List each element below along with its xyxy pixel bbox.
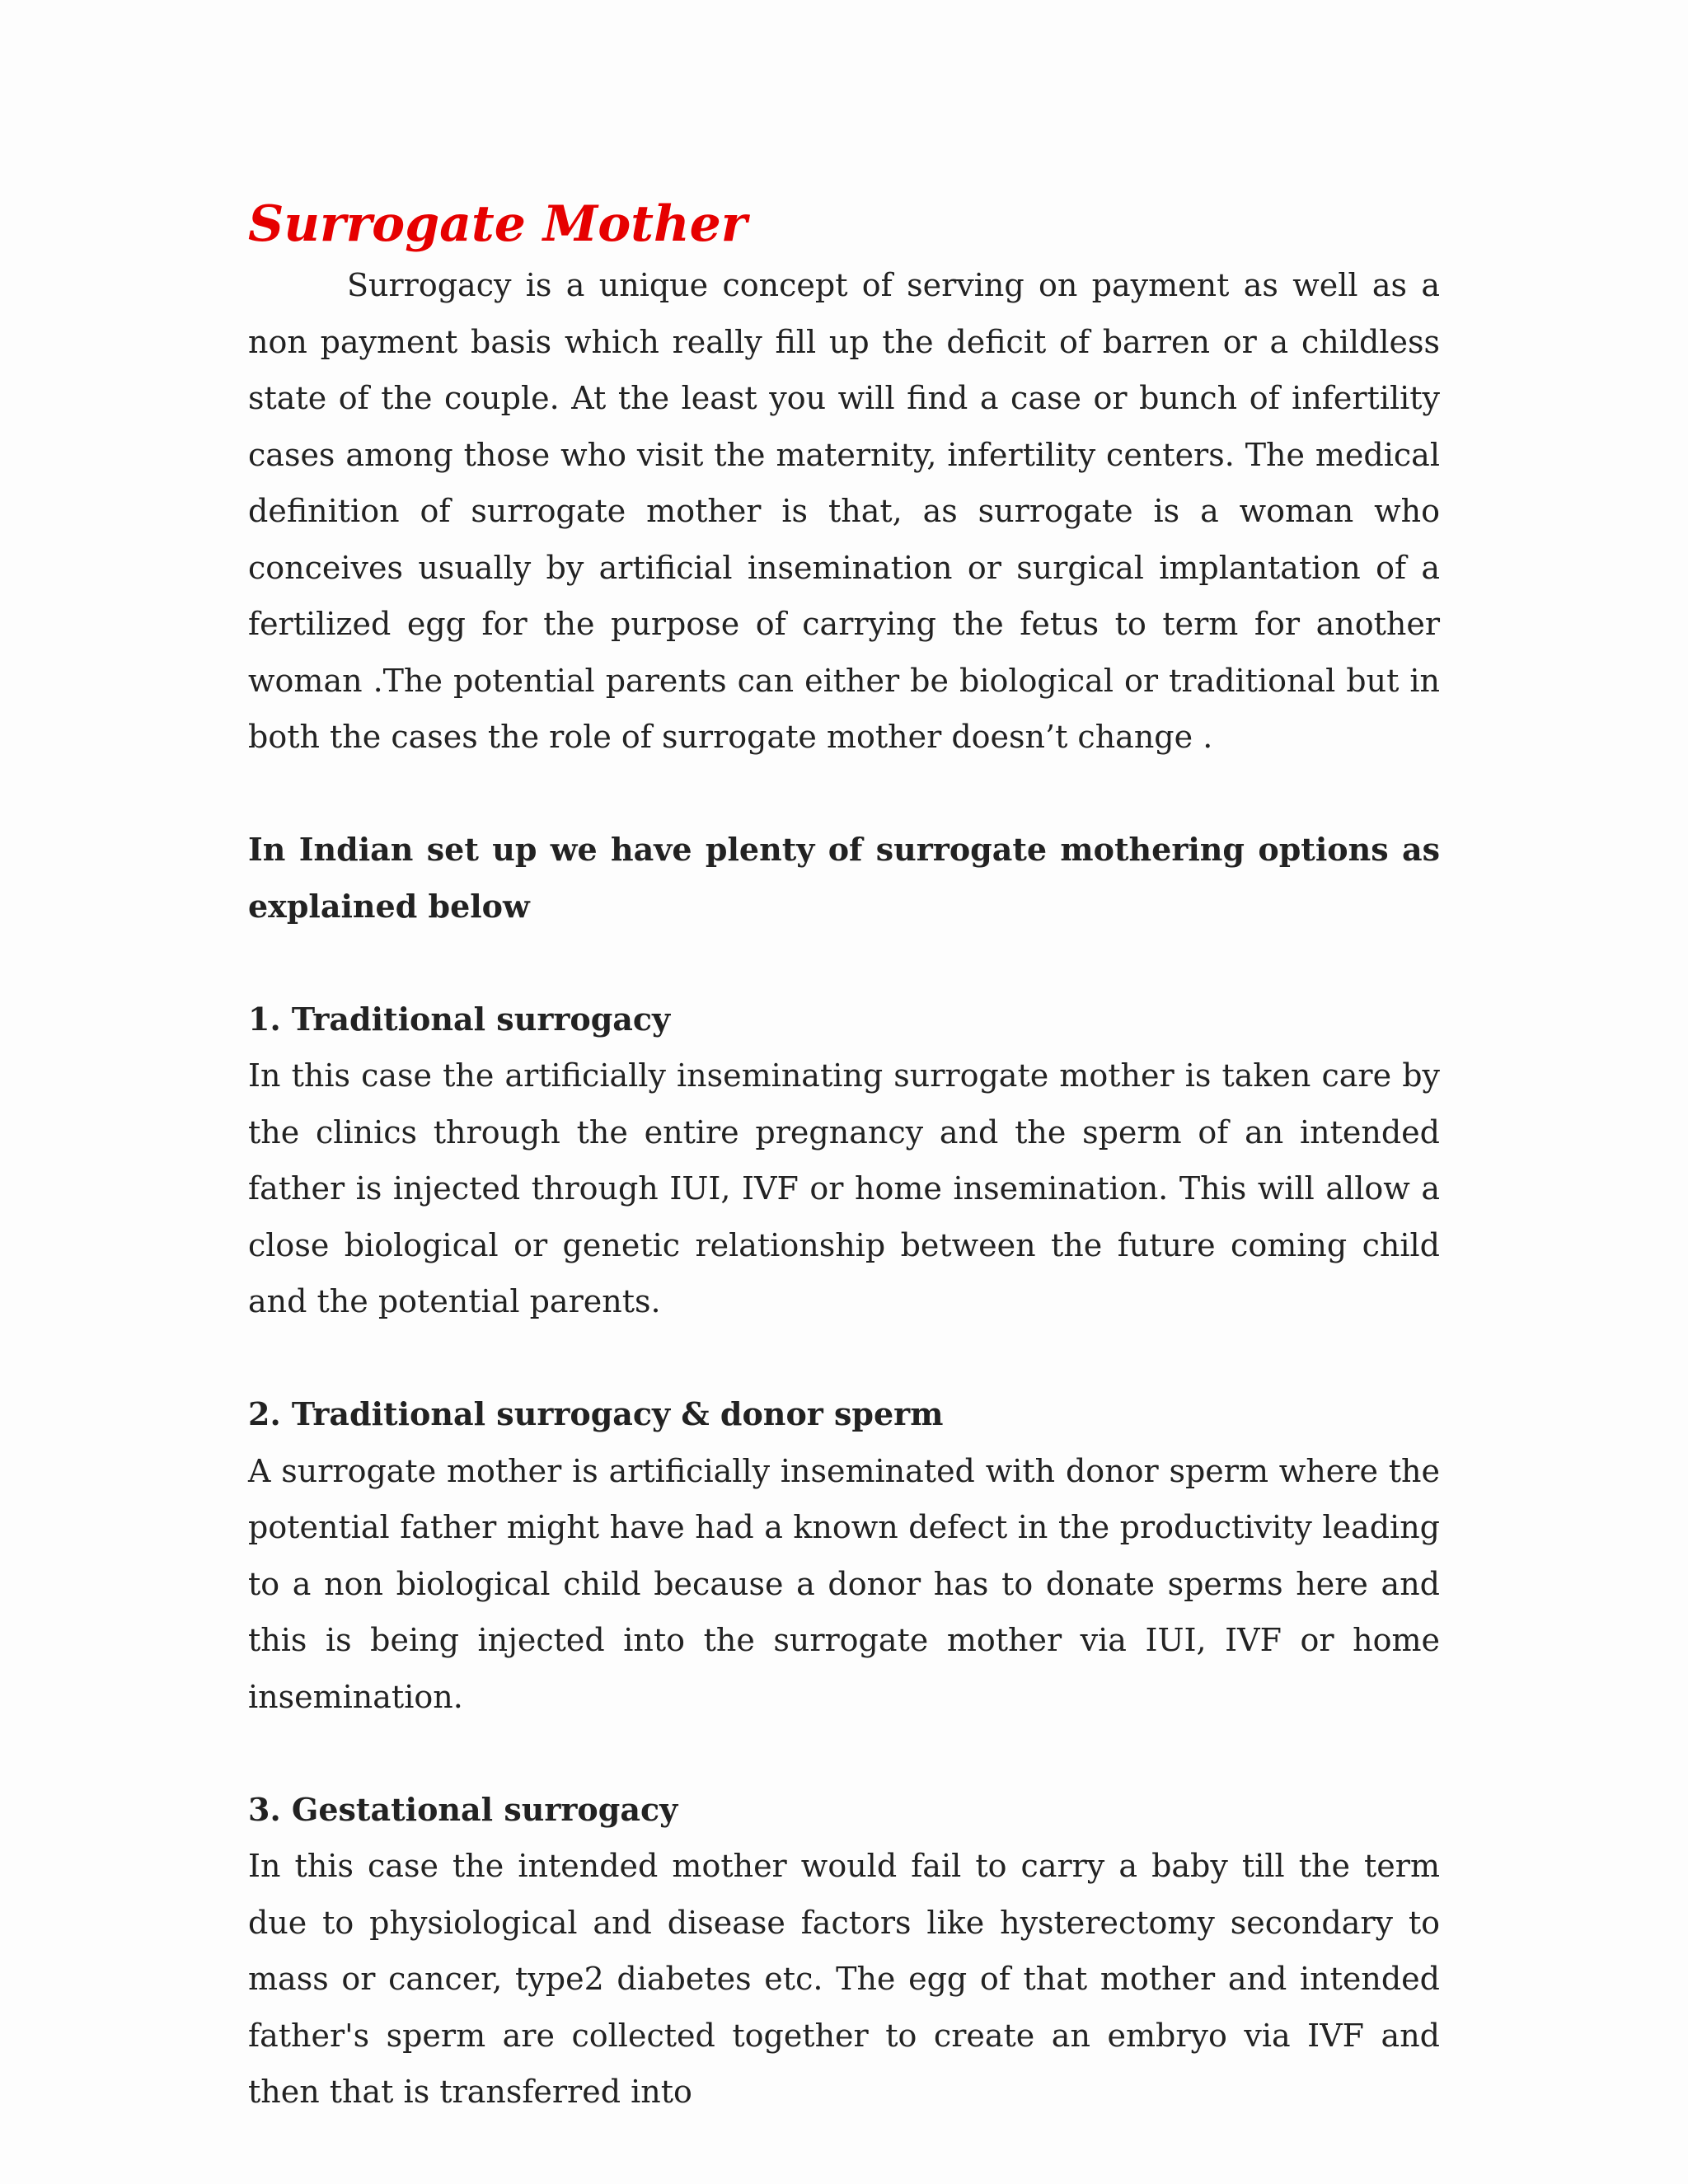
intro-paragraph: Surrogacy is a unique concept of serving on payment as well as a non payment basis which really fill up the deficit of barren or a childless state of the couple. At the least you will find a case or bunch of infertility cases among those who visit the maternity, infertility centers. The medical definition of surrogate mother is that, as surrogate is a woman who conceives usually by artificial insemination or surgical implantation of a fertilized egg for the purpose of carrying the fetus to term for another woman .The potential parents can either be biological or traditional but in both the cases the role of surrogate mother doesn’t change . <box>248 267 1440 755</box>
section-body: In this case the intended mother would fail to carry a baby till the term due to physiological and disease factors like hysterectomy secondary to mass or cancer, type2 diabetes etc. The egg of that mother and intended father's sperm are collected together to create an embryo via IVF and then that is transferred into <box>248 1848 1440 2110</box>
section-gestational-surrogacy <box>248 1782 1440 2121</box>
section-traditional-donor-sperm <box>248 1386 1440 1725</box>
section-traditional-surrogacy <box>248 991 1440 1330</box>
document-body <box>248 191 1440 2121</box>
section-heading: 3. Gestational surrogacy <box>248 1790 678 1828</box>
section-heading: 2. Traditional surrogacy & donor sperm <box>248 1395 944 1432</box>
section-body: A surrogate mother is artificially inseminated with donor sperm where the potential father might have had a known defect in the productivity leading to a non biological child because a donor has to donate sperms here and this is being injected into the surrogate mother via IUI, IVF or home insemination. <box>248 1452 1440 1715</box>
lead-paragraph: In Indian set up we have plenty of surrogate mothering options as explained below <box>248 831 1440 925</box>
page-title: Surrogate Mother <box>248 195 748 253</box>
section-heading: 1. Traditional surrogacy <box>248 1000 671 1038</box>
section-body: In this case the artificially inseminating surrogate mother is taken care by the clinics through the entire pregnancy and the sperm of an intended father is injected through IUI, IVF or home insemination. This will allow a close biological or genetic relationship between the future coming child and the potential parents. <box>248 1057 1440 1319</box>
